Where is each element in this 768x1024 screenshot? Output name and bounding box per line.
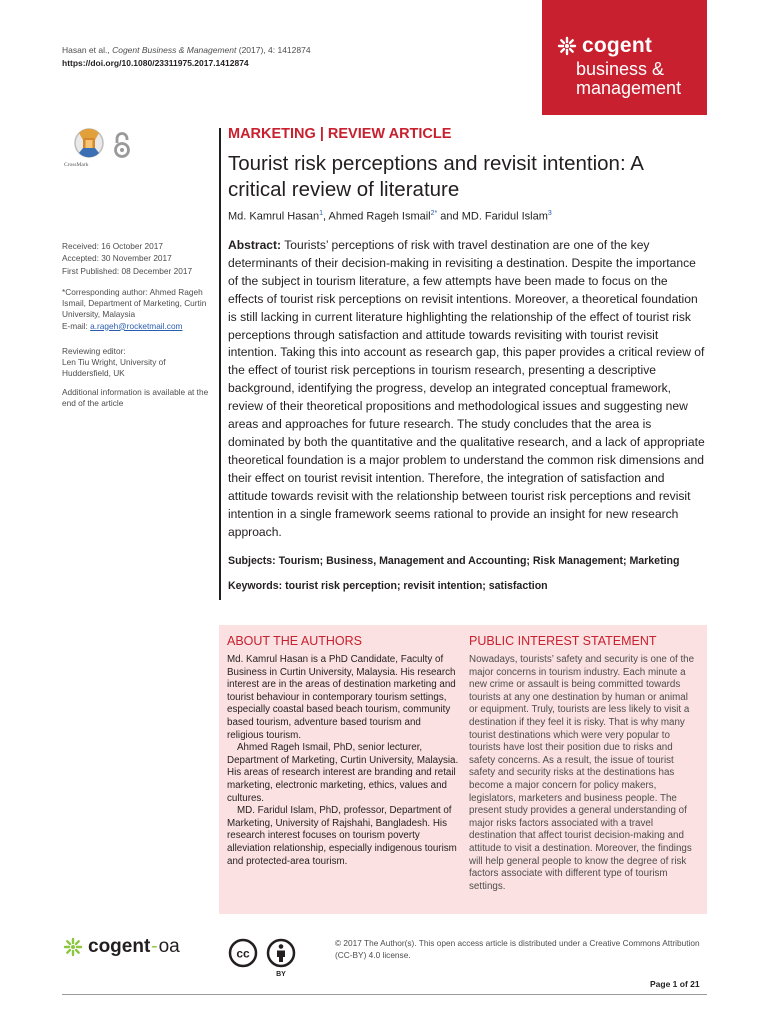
public-interest-text: Nowadays, tourists’ safety and security is one of the major concerns in tourism industry. Each minute a new crime or assault is being committed towards tourists at any one destination by human or animal or equipment. Truly, tourists are less likely to visit a destination if they feel it is risky. That is why many tourist destinations which were very popular to tourists have lost their position due to risks and safety concerns. As a result, the issue of tourist safety and security risks at the destinations has become a major concern for policy makers, legislators, marketers and business people. The present study provides a general understanding of major risks factors associated with a travel destination that affect tourist decision-making and attitude to visit a destination. Moreover, the findings will help general people to know the degree of risk factors associate with different type of tourism settings. [469, 654, 695, 892]
author-name[interactable]: , Ahmed Rageh Ismail [323, 210, 431, 223]
section-label: MARKETING | REVIEW ARTICLE [228, 126, 452, 142]
column-divider [219, 128, 221, 600]
cogent-star-icon [62, 936, 84, 958]
author-list [228, 210, 552, 223]
author-bio: MD. Faridul Islam, PhD, professor, Department of Marketing, University of Rajshahi, Bangladesh. His research interest focuses on tourism poverty alleviation relationship, especially indigenous tourism and protected-area tourism. [227, 805, 457, 867]
reviewing-editor-label: Reviewing editor: [62, 346, 126, 356]
email-link[interactable]: a.rageh@rocketmail.com [90, 320, 183, 331]
public-interest-heading: PUBLIC INTEREST STATEMENT [469, 634, 657, 648]
keywords-line: Keywords: tourist risk perception; revisit intention; satisfaction [228, 580, 548, 592]
reviewing-editor [62, 346, 212, 380]
reviewing-editor-name: Len Tiu Wright, University of Huddersfield, UK [62, 357, 166, 379]
citation-volume: (2017), 4: 1412874 [236, 45, 311, 55]
attribution-icon [266, 938, 296, 978]
by-label: BY [276, 971, 286, 978]
about-authors-text [227, 654, 459, 868]
doi-link[interactable]: https://doi.org/10.1080/23311975.2017.1412874 [62, 58, 249, 68]
accepted-date: Accepted: 30 November 2017 [62, 253, 172, 264]
published-date: First Published: 08 December 2017 [62, 265, 193, 276]
abstract [228, 237, 706, 541]
cc-label: cc [236, 946, 250, 961]
brand-logo-text: cogent [582, 34, 653, 57]
author-affiliation: 1 [319, 210, 323, 217]
email-label: E-mail: [62, 320, 91, 331]
brand-line-1: business & [576, 59, 665, 79]
author-bio: Md. Kamrul Hasan is a PhD Candidate, Faculty of Business in Curtin University, Malaysia. His research interest are in the areas of destination marketing and tourist behaviour in contemporary tourism settings, especially coastal based beach tourism, community based tourism, adventure based tourism and religious tourism. [227, 654, 456, 741]
cogent-logo [556, 34, 652, 58]
corresponding-author-text: *Corresponding author: Ahmed Rageh Ismail, Department of Marketing, Curtin University, Malaysia [62, 287, 207, 320]
citation-header [62, 44, 311, 70]
author-name[interactable]: Md. Kamrul Hasan [228, 210, 320, 223]
brand-subtitle [576, 60, 681, 98]
crossmark-label: CrossMark [64, 162, 89, 168]
article-title: Tourist risk perceptions and revisit intention: A critical review of literature [228, 152, 643, 201]
cc-license-icons[interactable] [228, 938, 296, 978]
citation-authors: Hasan et al., [62, 45, 113, 55]
additional-info-note: Additional information is available at the end of the article [62, 387, 209, 409]
author-affiliation: 3 [547, 210, 552, 217]
about-authors-heading: ABOUT THE AUTHORS [227, 634, 362, 648]
citation-journal: Cogent Business & Management [112, 45, 237, 55]
author-info-box [219, 625, 707, 914]
license-statement: © 2017 The Author(s). This open access article is distributed under a Creative Commons Attribution (CC-BY) 4.0 license. [335, 938, 700, 960]
abstract-text: Tourists’ perceptions of risk with travel destination are one of the key determinants of their decision-making in revisiting a destination. Despite the importance of the subject in tourism literature, a few attempts have been made to focus on the effects of tourist risk perceptions on revisit intentions. Moreover, a theoretical foundation is still lacking in current literature highlighting the relationship of the effect of tourist risk perceptions through satisfaction and attitude towards revisiting with tourist revisit intention. Taking this into account as research gap, this paper provides a critical review of the effect of tourist risk perceptions in tourism research, presenting a descriptive background, identifying the progress, develop an integrated conceptual framework, review of their theoretical propositions and methodological issues and suggesting new areas and approaches for future research. The study concludes that the area is dominated by both the quantitative and the qualitative research, and a lack of appropriate theoretical foundation is a major problem to understand the common risk dimensions and their effect on tourist revisit intention. Therefore, the integration of satisfaction and attitude towards revisit with the relationship between tourist risk perceptions and revisit intention in a single framework seems rational to provide an insight for new research approach. [228, 238, 705, 539]
abstract-label: Abstract: [228, 238, 282, 252]
page-number: Page 1 of 21 [650, 979, 700, 989]
creative-commons-icon [228, 938, 258, 968]
received-date: Received: 16 October 2017 [62, 241, 164, 251]
brand-line-2: management [576, 78, 682, 98]
cogent-star-icon [556, 35, 578, 57]
corresponding-author [62, 287, 212, 332]
author-affiliation: 2* [430, 210, 438, 217]
author-name[interactable]: and MD. Faridul Islam [437, 210, 548, 223]
footer-logo-oa: oa [158, 936, 180, 957]
footer-divider [62, 994, 707, 995]
footer-logo-separator: - [151, 936, 158, 957]
article-dates [62, 240, 212, 277]
author-bio: Ahmed Rageh Ismail, PhD, senior lecturer, Department of Marketing, Curtin University, Malaysia. His areas of research interest are branding and retail marketing, electronic marketing, ethics, values and cultures. [227, 742, 459, 804]
footer-logo-bold: cogent [88, 936, 151, 957]
cogent-oa-logo [62, 936, 180, 958]
open-access-icon [112, 131, 132, 159]
subjects-line: Subjects: Tourism; Business, Management and Accounting; Risk Management; Marketing [228, 555, 680, 567]
journal-brand-box [542, 0, 707, 115]
